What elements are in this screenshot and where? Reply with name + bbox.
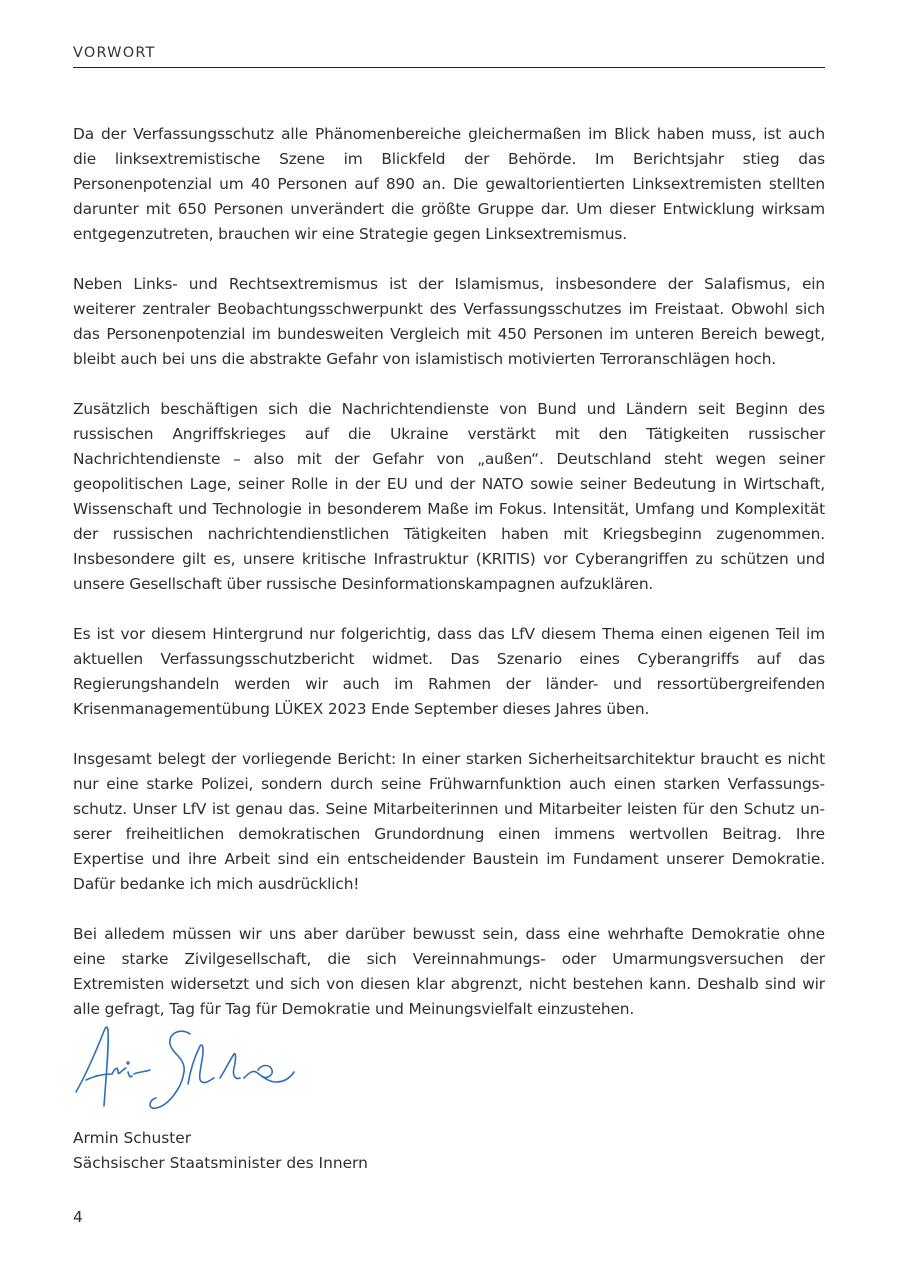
paragraph-islamism: Neben Links- und Rechtsextremismus ist der Islamismus, insbesondere der Salafismus, ein weiterer zentraler Beobachtungsschwerpunkt des Verfassungsschutzes im Freistaat. Obwohl sich das Personenpotenzial im bundesweiten Vergleich mit 450 Personen im unteren Bereich bewegt, bleibt auch bei uns die abstrakte Gefahr von islamistisch motivierten Terroranschlägen hoch. (73, 275, 825, 368)
page-number: 4 (73, 1208, 83, 1226)
paragraph-russian-intelligence: Zusätzlich beschäftigen sich die Nachrichtendienste von Bund und Ländern seit Beginn des russischen Angriffskrieges auf die Ukraine verstärkt mit den Tätigkeiten russischer Nachrichtendienste – also mit der Gefahr von „außen“. Deutschland steht wegen seiner geopolitischen Lage, seiner Rolle in der EU und der NATO sowie seiner Bedeutung in Wirtschaft, Wissenschaft und Technologie in besonderem Maße im Fokus. Intensität, Umfang und Komplexität der russischen nachrichtendienstlichen Tätigkeiten haben mit Kriegsbeginn zugenommen. Insbesondere gilt es, unsere kritische Infrastruktur (KRITIS) vor Cyberangriffen zu schützen und unsere Gesellschaft über russische Desinformationskampagnen aufzuklären. (73, 400, 825, 593)
paragraph-left-extremism: Da der Verfassungsschutz alle Phänomenbereiche gleichermaßen im Blick haben muss, ist auch die linksextremistische Szene im Blickfeld der Behörde. Im Berichtsjahr stieg das Personenpotenzial um 40 Personen auf 890 an. Die gewaltorientierten Linksextremisten stellten darunter mit 650 Personen unverändert die größte Gruppe dar. Um dieser Entwicklung wirksam entgegenzutreten, brauchen wir eine Strategie gegen Linksextremismus. (73, 125, 825, 243)
handwritten-signature (72, 1020, 302, 1115)
section-title: VORWORT (73, 45, 156, 61)
signer-name: Armin Schuster (73, 1129, 192, 1147)
signer-title: Sächsischer Staatsminister des Innern (73, 1154, 368, 1172)
page-header (73, 44, 825, 68)
signer-block (73, 1126, 368, 1176)
paragraph-cyber-report: Es ist vor diesem Hintergrund nur folgerichtig, dass das LfV diesem Thema einen eigenen Teil im aktuellen Verfassungsschutzbericht widmet. Das Szenario eines Cyberangriffs auf das Regierungshandeln werden wir auch im Rahmen der länder- und ressortübergreifenden Krisenmanagementübung LÜKEX 2023 Ende September dieses Jahres üben. (73, 625, 825, 718)
paragraph-civil-society: Bei alledem müssen wir uns aber darüber bewusst sein, dass eine wehrhafte Demokratie ohne eine starke Zivilgesellschaft, die sich Vereinnahmungs- oder Umarmungsversuchen der Extremisten widersetzt und sich von diesen klar abgrenzt, nicht bestehen kann. Deshalb sind wir alle gefragt, Tag für Tag für Demokratie und Meinungsvielfalt einzustehen. (73, 925, 825, 1018)
foreword-body (73, 122, 825, 1022)
paragraph-security-architecture: Insgesamt belegt der vorliegende Bericht: In einer starken Sicherheitsarchitektur braucht es nicht nur eine starke Polizei, sondern durch seine Frühwarnfunktion auch einen starken Verfassungsschutz. Unser LfV ist genau das. Seine Mitarbeiterinnen und Mitarbeiter leisten für den Schutz unserer freiheitlichen demokratischen Grundordnung einen immens wertvollen Beitrag. Ihre Expertise und ihre Arbeit sind ein entscheidender Baustein im Fundament unserer Demokratie. Dafür bedanke ich mich ausdrücklich! (73, 750, 825, 893)
